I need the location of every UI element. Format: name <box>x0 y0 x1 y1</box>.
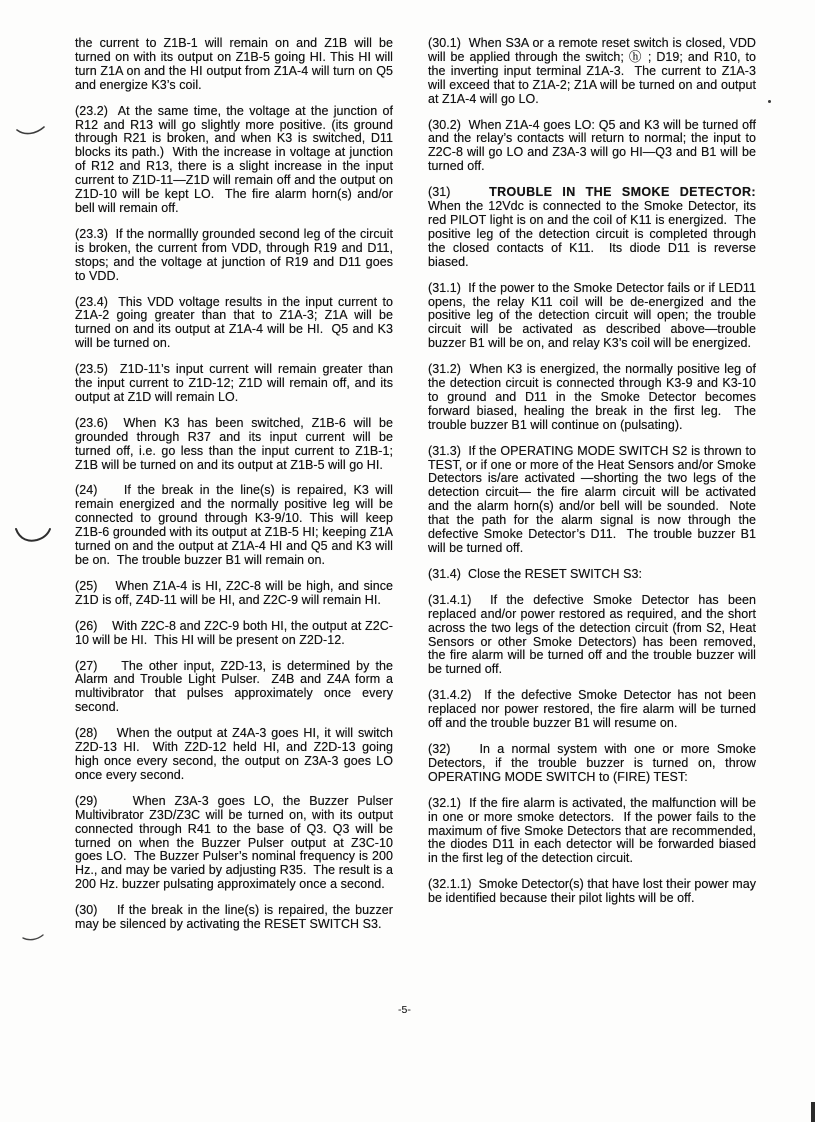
paragraph-27: (27) The other input, Z2D-13, is determined by the Alarm and Trouble Light Pulser. Z4B and Z4A form a multivibrator that pulses approximately once every second. <box>75 658 393 715</box>
paragraph-24: (24) If the break in the line(s) is repaired, K3 will remain energized and the normally positive leg will be connected to ground through K3-9/10. This will keep Z1B-6 grounded with its output at Z1B-5 HI; keeping Z1A turned on and the output at Z1A-4 HI and Q5 and K3 will be on. The trouble buzzer B1 will remain on. <box>75 483 393 567</box>
paragraph-31-4-1: (31.4.1) If the defective Smoke Detector has been replaced and/or power restored as required, and the short across the two legs of the detection circuit (from S2, Heat Sensors or other Smoke Detectors) has been removed, the fire alarm will be turned off and the trouble buzzer will be turned off. <box>428 592 756 677</box>
page-number: -5- <box>398 1004 411 1016</box>
paragraph-31-3: (31.3) If the OPERATING MODE SWITCH S2 is thrown to TEST, or if one or more of the Heat Sensors and/or Smoke Detectors is/are activated —shorting the two legs of the detection circuit— the fire alarm circuit will be activated and the alarm horn(s) and/or bell will be sounded. Note that the path for the alarm signal is now through the defective Smoke Detector’s D11. The trouble buzzer B1 will be turned off. <box>428 443 756 555</box>
paragraph-number: (31) <box>428 185 490 200</box>
paragraph-32: (32) In a normal system with one or more Smoke Detectors, if the trouble buzzer is turned on, throw OPERATING MODE SWITCH to (FIRE) TEST: <box>428 741 756 784</box>
paragraph-28: (28) When the output at Z4A-3 goes HI, it will switch Z2D-13 HI. With Z2D-12 held HI, and Z2D-13 going high once every second, the output on Z3A-3 goes LO once every second. <box>75 726 393 782</box>
paragraph-23-4: (23.4) This VDD voltage results in the input current to Z1A-2 going greater than that to Z1A-3; Z1A will be turned on and its output at Z1A-4 will be HI. Q5 and K3 will be turned on. <box>75 294 393 351</box>
ink-dot <box>768 100 771 103</box>
paragraph-30: (30) If the break in the line(s) is repaired, the buzzer may be silenced by activating the RESET SWITCH S3. <box>75 903 393 932</box>
paragraph-continuation: the current to Z1B-1 will remain on and Z1B will be turned on with its output on Z1B-5 going HI. This HI will turn Z1A on and the HI output from Z1A-4 will turn on Q5 and energize K3’s coil. <box>75 36 393 92</box>
paragraph-30-2: (30.2) When Z1A-4 goes LO: Q5 and K3 will be turned off and the relay’s contacts will return to normal; the input to Z2C-8 will go LO and Z3A-3 will go HI—Q3 and B1 will be turned off. <box>428 117 756 174</box>
paragraph-26: (26) With Z2C-8 and Z2C-9 both HI, the output at Z2C-10 will be HI. This HI will be present on Z2D-12. <box>75 618 393 647</box>
paragraph-30-1: (30.1) When S3A or a remote reset switch is closed, VDD will be applied through the switch; ⓗ ; D19; and R10, to the inverting input terminal Z1A-3. The current to Z1A-3 will exceed that to Z1A-2; Z1A will be turned on and output at Z1A-4 will go LO. <box>428 36 756 106</box>
paragraph-31-4: (31.4) Close the RESET SWITCH S3: <box>428 566 643 581</box>
left-column <box>75 37 393 944</box>
paragraph-32-1-1: (32.1.1) Smoke Detector(s) that have lost their power may be identified because their pilot lights will be off. <box>428 877 756 906</box>
paragraph-29: (29) When Z3A-3 goes LO, the Buzzer Pulser Multivibrator Z3D/Z3C will be turned on, with its output connected through R41 to the base of Q3. Q3 will be turned on when the Buzzer Pulser output at Z3C-10 goes LO. The Buzzer Pulser’s nominal frequency is 200 Hz., and may be varied by adjusting R35. The result is a 200 Hz. buzzer pulsating approximately once a second. <box>75 793 393 892</box>
paragraph-32-1: (32.1) If the fire alarm is activated, the malfunction will be in one or more smoke detectors. If the power fails to the maximum of five Smoke Detectors that are recommended, the diodes D11 in each detector will be forwarded biased in the first leg of the detection circuit. <box>428 795 756 866</box>
paragraph-23-5: (23.5) Z1D-11’s input current will remain greater than the input current to Z1D-12; Z1D will remain off, and its output at Z1D will remain LO. <box>75 362 393 404</box>
paragraph-text: When the 12Vdc is connected to the Smoke Detector, its red PILOT light is on and the coil of K11 is energized. The positive leg of the detection circuit is completed through the closed contacts of K11. Its diode D11 is reverse biased. <box>428 199 756 269</box>
paragraph-23-6: (23.6) When K3 has been switched, Z1B-6 will be grounded through R37 and its input current will be turned off, i.e. go less than the input current to Z1B-1; Z1B will be turned on and its output at Z1B-5 will go HI. <box>75 415 393 472</box>
section-heading-line <box>428 186 756 200</box>
paragraph-31 <box>428 186 756 269</box>
pen-mark-icon <box>15 123 47 139</box>
right-column <box>428 37 756 918</box>
pen-mark-icon <box>21 931 45 943</box>
pen-mark-icon <box>13 524 53 546</box>
paragraph-31-2: (31.2) When K3 is energized, the normally positive leg of the detection circuit is connected through K3-9 and K3-10 to ground and D11 in the Smoke Detector becomes forward biased, healing the break in the first leg. The trouble buzzer B1 will continue on (pulsating). <box>428 362 756 432</box>
section-heading: TROUBLE IN THE SMOKE DETECTOR: <box>489 185 756 200</box>
paragraph-31-4-2: (31.4.2) If the defective Smoke Detector has not been replaced nor power restored, the fire alarm will be turned off and the trouble buzzer B1 will resume on. <box>428 688 756 731</box>
paragraph-23-2: (23.2) At the same time, the voltage at the junction of R12 and R13 will go slightly more positive. (its ground through R21 is broken, and when K3 is switched, D11 blocks its path.) With the increase in voltage at junction of R12 and R13, there is a slight increase in the input current to Z1D-11—Z1D will remain off and the output on Z1D-10 will be kept LO. The fire alarm horn(s) and/or bell will remain off. <box>75 103 393 215</box>
paragraph-31-1: (31.1) If the power to the Smoke Detector fails or if LED11 opens, the relay K11 coil will be de-energized and the positive leg of the detection circuit will open; the trouble circuit will be activated as described above—trouble buzzer B1 will be on, and relay K3’s coil will be energized. <box>428 280 756 351</box>
paragraph-25: (25) When Z1A-4 is HI, Z2C-8 will be high, and since Z1D is off, Z4D-11 will be HI, and Z2C-9 will remain HI. <box>75 578 393 607</box>
scan-edge <box>811 1102 815 1122</box>
paragraph-23-3: (23.3) If the normallly grounded second leg of the circuit is broken, the current from VDD, through R19 and D11, stops; and the voltage at junction of R19 and D11 goes to VDD. <box>75 226 393 283</box>
